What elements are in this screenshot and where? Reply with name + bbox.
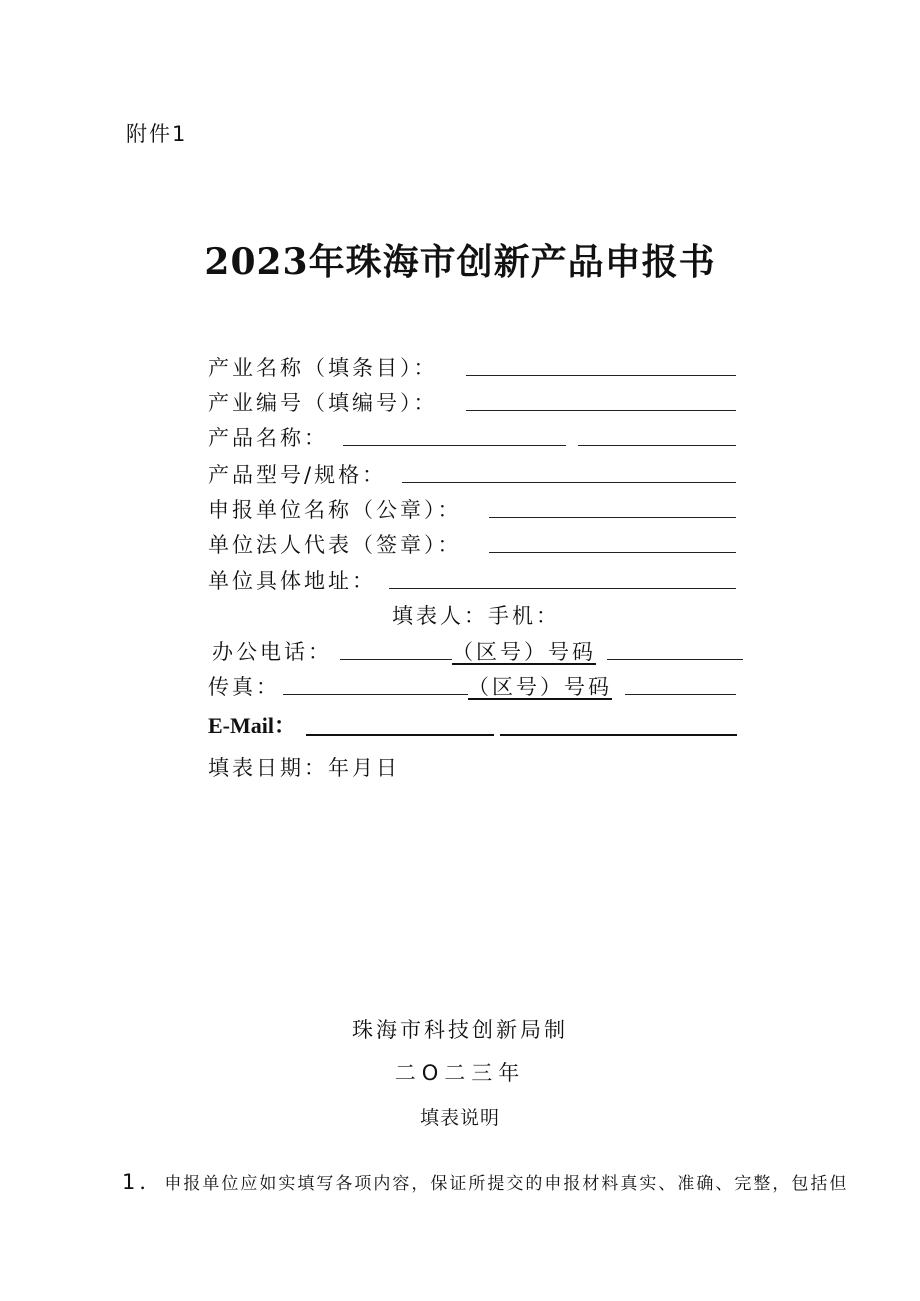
office-phone-area-field[interactable] (340, 659, 452, 660)
email-field-part2[interactable] (500, 734, 737, 736)
industry-code-label: 产业编号（填编号）： (208, 391, 438, 415)
instruction-text: 申报单位应如实填写各项内容，保证所提交的申报材料真实、准确、完整，包括但 (164, 1174, 849, 1194)
product-model-field[interactable] (402, 482, 736, 483)
instruction-item-1 (122, 1166, 848, 1196)
legal-rep-label: 单位法人代表（签章）： (208, 533, 462, 557)
fax-number-field[interactable] (625, 694, 736, 695)
legal-rep-field[interactable] (489, 552, 736, 553)
year-text: 二O二三年 (394, 1061, 526, 1085)
filler-phone-label: 填表人：手机： (392, 604, 560, 628)
issuer-text: 珠海市科技创新局制 (352, 1018, 568, 1042)
attachment-label: 附件1 (126, 122, 188, 146)
fax-label: 传真： (208, 675, 280, 699)
address-label: 单位具体地址： (208, 569, 376, 593)
office-phone-label: 办公电话： (212, 640, 332, 664)
applicant-name-field[interactable] (489, 517, 736, 518)
industry-name-label: 产业名称（填条目）： (208, 356, 438, 380)
page-title: 2023年珠海市创新产品申报书 (204, 241, 716, 283)
product-name-label: 产品名称： (208, 426, 328, 450)
product-name-field-part2[interactable] (578, 445, 736, 446)
email-label: E-Mail： (208, 713, 296, 738)
industry-name-field[interactable] (466, 375, 736, 376)
product-name-field-part1[interactable] (343, 445, 566, 446)
fax-area-field[interactable] (283, 694, 468, 695)
fax-area-code: （区号）号码 (468, 675, 612, 699)
email-field-part1[interactable] (306, 734, 494, 736)
instructions-title: 填表说明 (419, 1107, 500, 1129)
office-phone-number-field[interactable] (607, 659, 743, 660)
instruction-number: 1． (122, 1170, 165, 1194)
applicant-name-label: 申报单位名称（公章）： (208, 498, 462, 522)
office-phone-area-code: （区号）号码 (452, 640, 596, 664)
address-field[interactable] (389, 588, 736, 589)
product-model-label: 产品型号/规格： (208, 463, 387, 487)
fill-date-label: 填表日期：年月日 (208, 756, 400, 780)
industry-code-field[interactable] (466, 410, 736, 411)
